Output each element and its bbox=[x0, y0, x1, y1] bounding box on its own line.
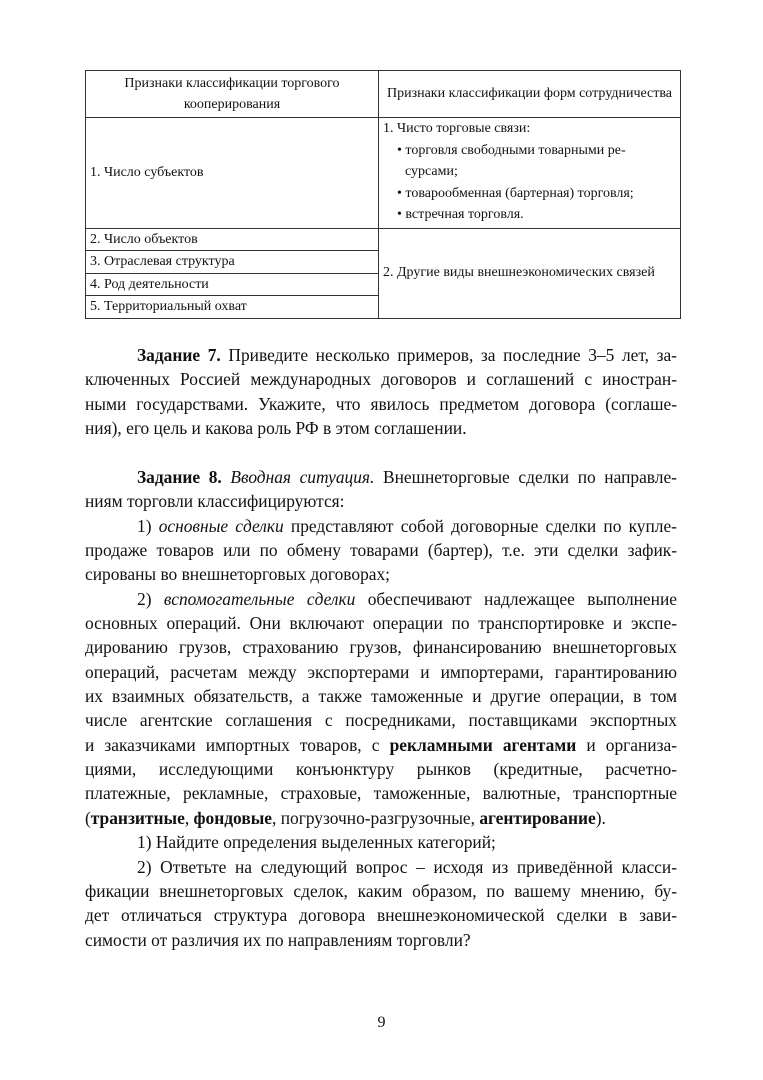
text-line bbox=[85, 538, 677, 562]
text: сированы во внешнеторговых договорах; bbox=[85, 564, 391, 585]
bold-text: фондовые bbox=[193, 807, 273, 828]
table-cell: 2. Число объектов bbox=[86, 228, 379, 251]
text: и заказчиками импортных товаров, с bbox=[85, 734, 380, 755]
text-line bbox=[85, 367, 677, 391]
table-header-right: Признаки классификации форм сотрудничества bbox=[379, 71, 681, 118]
table-cell: 1. Число субъектов bbox=[86, 118, 379, 229]
text: числе агентские соглашения с посредниками, поставщиками экспортных bbox=[85, 710, 677, 731]
text-line bbox=[85, 855, 677, 879]
text-line bbox=[85, 708, 677, 732]
text-line bbox=[85, 392, 677, 416]
text: симости от различия их по направлениям торговли? bbox=[85, 929, 471, 950]
text: представляют собой договорные сделки по купле- bbox=[290, 515, 677, 536]
table-cell: 3. Отраслевая структура bbox=[86, 251, 379, 274]
bold-text: рекламными агентами bbox=[389, 734, 577, 755]
text: продаже товаров или по обмену товарами (бартер), т.е. эти сделки зафик- bbox=[85, 540, 677, 561]
text: операций, расчетам между экспортерами и импортерами, гарантированию bbox=[85, 661, 677, 682]
text: Внешнеторговые сделки по направле- bbox=[382, 467, 677, 487]
text-line bbox=[85, 587, 677, 611]
text: ). bbox=[595, 807, 606, 828]
text-line bbox=[85, 830, 677, 854]
text-line bbox=[85, 879, 677, 903]
text-line bbox=[85, 416, 677, 440]
bold-text: агентирование bbox=[479, 807, 596, 828]
text-line bbox=[85, 757, 677, 781]
text-line bbox=[85, 343, 677, 367]
bold-text: Задание 7. bbox=[137, 345, 221, 365]
text-line bbox=[85, 660, 677, 684]
text: основных операций. Они включают операции по транспортировке и экспе- bbox=[85, 613, 677, 634]
text: дет отличаться структура договора внешнеэкономической сделки в зави- bbox=[85, 905, 677, 926]
list-item-continuation: сурсами; bbox=[405, 164, 458, 179]
text: , bbox=[184, 807, 194, 828]
text-line bbox=[85, 684, 677, 708]
classification-table bbox=[85, 70, 681, 319]
text-line bbox=[85, 611, 677, 635]
italic-text: основные сделки bbox=[158, 515, 284, 536]
text: платежные, рекламные, страховые, таможенные, валютные, транспортные bbox=[85, 783, 677, 804]
text-line bbox=[85, 928, 677, 952]
text: 2) Ответьте на следующий вопрос – исходя из приведённой класси- bbox=[137, 856, 677, 877]
text-line bbox=[85, 489, 677, 513]
table-cell bbox=[379, 118, 681, 229]
list-item: • товарообменная (бартерная) торговля; bbox=[383, 183, 676, 205]
table-header-left: Признаки классификации торгового кооперирования bbox=[86, 71, 379, 118]
list-item: • торговля свободными товарными ре- bbox=[383, 140, 676, 162]
table-cell: 5. Территориальный охват bbox=[86, 296, 379, 319]
text-line bbox=[85, 903, 677, 927]
text-line bbox=[85, 781, 677, 805]
page-number: 9 bbox=[377, 1014, 386, 1031]
text: ния), его цель и какова роль РФ в этом соглашении. bbox=[85, 418, 467, 439]
table-cell: 4. Род деятельности bbox=[86, 273, 379, 296]
text: , погрузочно-разгрузочные, bbox=[272, 807, 480, 828]
text-line bbox=[85, 562, 677, 586]
text-line bbox=[85, 733, 677, 757]
text: обеспечивают надлежащее выполнение bbox=[367, 588, 677, 609]
text: 1) bbox=[137, 515, 152, 536]
text-line bbox=[85, 635, 677, 659]
table-cell: 2. Другие виды внешнеэкономических связей bbox=[379, 228, 681, 318]
italic-text: вспомогательные сделки bbox=[163, 588, 356, 609]
text: циями, исследующими конъюнктуру рынков (кредитные, расчетно- bbox=[85, 759, 677, 780]
text: ными государствами. Укажите, что явилось предметом договора (соглаше- bbox=[85, 393, 677, 414]
text-line bbox=[85, 806, 677, 830]
task-8-paragraph bbox=[85, 465, 677, 952]
text: и организа- bbox=[586, 734, 677, 755]
text: ( bbox=[85, 807, 91, 828]
text: 2) bbox=[137, 588, 152, 609]
task-7-paragraph bbox=[85, 343, 677, 440]
text-line bbox=[85, 514, 677, 538]
text: ниям торговли классифицируются: bbox=[85, 491, 345, 512]
text: дированию грузов, страхованию грузов, финансированию внешнеторговых bbox=[85, 637, 677, 658]
text-line bbox=[85, 465, 677, 489]
italic-text: Вводная ситуация. bbox=[230, 467, 375, 487]
cell-title: 1. Чисто торговые связи: bbox=[383, 121, 531, 136]
text: 1) Найдите определения выделенных категорий; bbox=[137, 832, 496, 853]
text: Приведите несколько примеров, за последние 3–5 лет, за- bbox=[228, 345, 677, 365]
text: фикации внешнеторговых сделок, каким образом, по вашему мнению, бу- bbox=[85, 880, 677, 901]
list-item: • встречная торговля. bbox=[383, 204, 676, 226]
text: ключенных Россией международных договоров и соглашений с иностран- bbox=[85, 369, 677, 390]
bold-text: транзитные bbox=[90, 807, 185, 828]
text: их взаимных обязательств, а также таможенные и другие операции, в том bbox=[85, 686, 677, 707]
bold-text: Задание 8. bbox=[137, 467, 222, 487]
